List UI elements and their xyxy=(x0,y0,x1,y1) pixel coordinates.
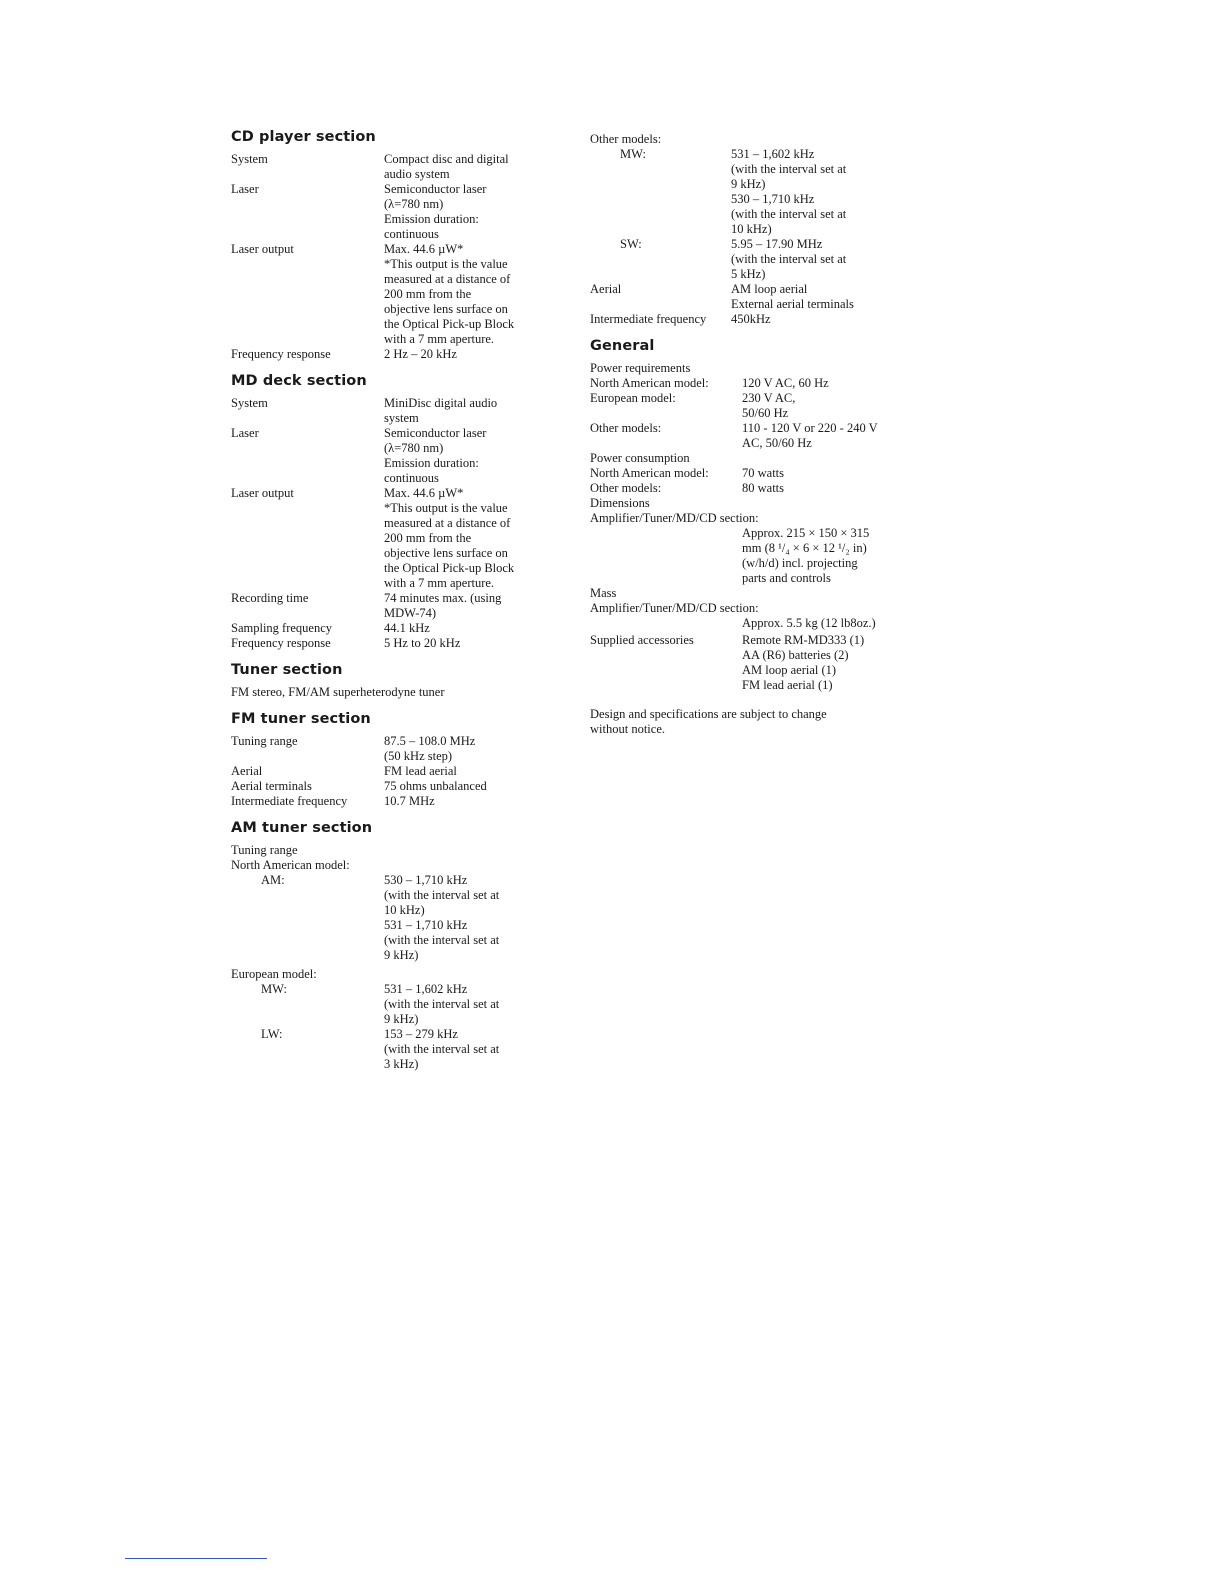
value-line: 530 – 1,710 kHz xyxy=(731,192,815,206)
spec-value xyxy=(742,421,910,451)
value-line: MiniDisc digital audio xyxy=(384,396,498,410)
spec-row xyxy=(590,147,910,237)
spec-label: LW: xyxy=(261,1027,283,1041)
spec-row xyxy=(590,526,910,586)
spec-value xyxy=(731,282,910,312)
value-line: AA (R6) batteries (2) xyxy=(742,648,849,662)
value-line: continuous xyxy=(384,227,439,241)
spec-value xyxy=(384,152,561,182)
spec-row xyxy=(231,347,561,362)
section-title: General xyxy=(590,338,655,354)
spec-value xyxy=(731,237,910,282)
spec-row xyxy=(231,426,561,486)
note-line: without notice. xyxy=(590,722,665,736)
spec-label: Supplied accessories xyxy=(590,633,694,647)
value-line: (λ=780 nm) xyxy=(384,441,444,455)
spec-value xyxy=(384,873,561,963)
spec-row xyxy=(590,312,910,327)
value-line: (with the interval set at xyxy=(731,207,847,221)
value-line: Max. 44.6 µW* xyxy=(384,242,464,256)
spec-value xyxy=(384,242,561,347)
spec-label: Other models: xyxy=(590,132,662,146)
spec-value xyxy=(384,1027,561,1072)
value-line: Emission duration: xyxy=(384,456,479,470)
value-line: 87.5 – 108.0 MHz xyxy=(384,734,476,748)
value-line: 9 kHz) xyxy=(384,1012,419,1026)
am-tuner-section xyxy=(231,819,561,1072)
spec-label: Tuning range xyxy=(231,734,298,748)
spec-row xyxy=(590,282,910,312)
value-line: audio system xyxy=(384,167,450,181)
cd-player-section xyxy=(231,128,561,362)
section-title: CD player section xyxy=(231,129,376,145)
value-line: 531 – 1,602 kHz xyxy=(384,982,468,996)
spec-label: Aerial terminals xyxy=(231,779,312,793)
value-line: continuous xyxy=(384,471,439,485)
value-line: *This output is the value xyxy=(384,501,508,515)
spec-value: 80 watts xyxy=(742,481,785,495)
spec-label: North American model: xyxy=(590,376,709,390)
spec-label: Other models: xyxy=(590,481,662,495)
spec-label: Dimensions xyxy=(590,496,650,510)
value-line: with a 7 mm aperture. xyxy=(384,576,495,590)
value-line: the Optical Pick-up Block xyxy=(384,317,515,331)
section-title: MD deck section xyxy=(231,373,367,389)
value-line: (with the interval set at xyxy=(384,888,500,902)
value-line: (with the interval set at xyxy=(384,997,500,1011)
value-line: *This output is the value xyxy=(384,257,508,271)
spec-value xyxy=(742,526,910,586)
spec-row xyxy=(590,633,910,693)
value-line: FM lead aerial (1) xyxy=(742,678,833,692)
value-line: Compact disc and digital xyxy=(384,152,509,166)
value-line: 5 kHz) xyxy=(731,267,766,281)
value-line: (with the interval set at xyxy=(731,252,847,266)
spec-row xyxy=(231,1027,561,1072)
value-line: mm (8 ¹/₄ × 6 × 12 ¹/₂ in) xyxy=(742,541,867,555)
spec-label: MW: xyxy=(261,982,287,996)
spec-spacer xyxy=(590,526,742,586)
value-line: Emission duration: xyxy=(384,212,479,226)
value-line: External aerial terminals xyxy=(731,297,854,311)
spec-label: Frequency response xyxy=(231,636,331,650)
spec-value xyxy=(742,633,910,693)
spec-label: Aerial xyxy=(231,764,263,778)
spec-row xyxy=(231,794,561,809)
disclaimer-note xyxy=(590,707,910,737)
spec-value xyxy=(742,391,910,421)
spec-row xyxy=(231,982,561,1027)
spec-label: Laser xyxy=(231,182,259,196)
value-line: objective lens surface on xyxy=(384,302,508,316)
spec-value: 44.1 kHz xyxy=(384,621,430,635)
spec-row xyxy=(231,779,561,794)
value-line: objective lens surface on xyxy=(384,546,508,560)
spec-row xyxy=(590,237,910,282)
spec-value: 75 ohms unbalanced xyxy=(384,779,487,793)
spec-value xyxy=(731,147,910,237)
value-line: Max. 44.6 µW* xyxy=(384,486,464,500)
value-line: 531 – 1,602 kHz xyxy=(731,147,815,161)
spec-value: FM lead aerial xyxy=(384,764,457,778)
spec-row xyxy=(590,616,910,631)
value-line: 74 minutes max. (using xyxy=(384,591,502,605)
spec-row xyxy=(590,466,910,481)
value-line: 200 mm from the xyxy=(384,287,472,301)
spec-label: Tuning range xyxy=(231,843,298,857)
spec-label: System xyxy=(231,152,268,166)
value-line: measured at a distance of xyxy=(384,272,511,286)
spec-value xyxy=(384,486,561,591)
spec-row xyxy=(231,242,561,347)
value-line: AM loop aerial (1) xyxy=(742,663,837,677)
spec-label: Sampling frequency xyxy=(231,621,333,635)
value-line: parts and controls xyxy=(742,571,831,585)
spec-spacer xyxy=(590,616,742,631)
value-line: 200 mm from the xyxy=(384,531,472,545)
spec-label: Aerial xyxy=(590,282,622,296)
spec-label: System xyxy=(231,396,268,410)
spec-row xyxy=(231,873,561,963)
spec-label: Amplifier/Tuner/MD/CD section: xyxy=(590,601,759,615)
value-line: (50 kHz step) xyxy=(384,749,453,763)
value-line: (with the interval set at xyxy=(731,162,847,176)
value-line: 531 – 1,710 kHz xyxy=(384,918,468,932)
value-line: (with the interval set at xyxy=(384,933,500,947)
spec-label: MW: xyxy=(620,147,646,161)
tuner-description: FM stereo, FM/AM superheterodyne tuner xyxy=(231,685,445,699)
spec-row xyxy=(231,621,561,636)
value-line: Remote RM-MD333 (1) xyxy=(742,633,865,647)
spec-label: Frequency response xyxy=(231,347,331,361)
value-line: Semiconductor laser xyxy=(384,182,487,196)
md-deck-section xyxy=(231,372,561,651)
spec-label: North American model: xyxy=(231,858,350,872)
spec-label: Power requirements xyxy=(590,361,691,375)
spec-value: 120 V AC, 60 Hz xyxy=(742,376,829,390)
spec-label: Power consumption xyxy=(590,451,690,465)
spec-row xyxy=(231,396,561,426)
spec-row xyxy=(231,764,561,779)
tuner-section xyxy=(231,661,561,700)
value-line: 9 kHz) xyxy=(731,177,766,191)
value-line: 110 - 120 V or 220 - 240 V xyxy=(742,421,878,435)
spec-row xyxy=(590,391,910,421)
spec-label: Mass xyxy=(590,586,617,600)
spec-label: SW: xyxy=(620,237,642,251)
value-line: MDW-74) xyxy=(384,606,437,620)
footer-divider xyxy=(125,1558,267,1559)
spec-value: 10.7 MHz xyxy=(384,794,435,808)
spec-label: AM: xyxy=(261,873,285,887)
spec-label: Laser output xyxy=(231,242,294,256)
value-line: with a 7 mm aperture. xyxy=(384,332,495,346)
spec-label: Recording time xyxy=(231,591,309,605)
spec-row xyxy=(231,152,561,182)
value-line: AC, 50/60 Hz xyxy=(742,436,812,450)
spec-value xyxy=(384,426,561,486)
value-line: 10 kHz) xyxy=(731,222,772,236)
section-title: FM tuner section xyxy=(231,711,371,727)
spec-value: 70 watts xyxy=(742,466,785,480)
value-line: measured at a distance of xyxy=(384,516,511,530)
section-title: Tuner section xyxy=(231,662,343,678)
value-line: 9 kHz) xyxy=(384,948,419,962)
spec-row xyxy=(231,486,561,591)
spec-value: 2 Hz – 20 kHz xyxy=(384,347,457,361)
spec-value xyxy=(384,982,561,1027)
spec-row xyxy=(590,376,910,391)
spec-label: Laser xyxy=(231,426,259,440)
value-line: Approx. 215 × 150 × 315 xyxy=(742,526,870,540)
value-line: (w/h/d) incl. projecting xyxy=(742,556,858,570)
spec-row xyxy=(231,591,561,621)
spec-value: 5 Hz to 20 kHz xyxy=(384,636,461,650)
value-line: 230 V AC, xyxy=(742,391,796,405)
value-line: (with the interval set at xyxy=(384,1042,500,1056)
value-line: 50/60 Hz xyxy=(742,406,789,420)
spec-label: Amplifier/Tuner/MD/CD section: xyxy=(590,511,759,525)
spec-value xyxy=(384,396,561,426)
spec-row xyxy=(231,734,561,764)
spec-row xyxy=(590,421,910,451)
value-line: system xyxy=(384,411,419,425)
section-title: AM tuner section xyxy=(231,820,373,836)
general-section xyxy=(590,337,910,737)
value-line: 10 kHz) xyxy=(384,903,425,917)
value-line: 5.95 – 17.90 MHz xyxy=(731,237,823,251)
value-line: Semiconductor laser xyxy=(384,426,487,440)
spec-row xyxy=(231,636,561,651)
note-line: Design and specifications are subject to change xyxy=(590,707,827,721)
value-line: 153 – 279 kHz xyxy=(384,1027,458,1041)
value-line: 3 kHz) xyxy=(384,1057,419,1071)
left-column xyxy=(231,128,561,1082)
fm-tuner-section xyxy=(231,710,561,809)
value-line: the Optical Pick-up Block xyxy=(384,561,515,575)
spec-value: 450kHz xyxy=(731,312,771,326)
spec-label: Intermediate frequency xyxy=(231,794,348,808)
spec-value: Approx. 5.5 kg (12 lb8oz.) xyxy=(742,616,876,630)
spec-label: Other models: xyxy=(590,421,662,435)
spec-value xyxy=(384,182,561,242)
spec-label: European model: xyxy=(231,967,317,981)
spec-value xyxy=(384,591,561,621)
spec-label: Laser output xyxy=(231,486,294,500)
value-line: AM loop aerial xyxy=(731,282,808,296)
am-other-models xyxy=(590,132,910,327)
value-line: 530 – 1,710 kHz xyxy=(384,873,468,887)
value-line: (λ=780 nm) xyxy=(384,197,444,211)
spec-label: North American model: xyxy=(590,466,709,480)
spec-row xyxy=(590,481,910,496)
spec-row xyxy=(231,182,561,242)
spec-value xyxy=(384,734,561,764)
right-column xyxy=(590,132,910,747)
spec-label: Intermediate frequency xyxy=(590,312,707,326)
spec-label: European model: xyxy=(590,391,676,405)
